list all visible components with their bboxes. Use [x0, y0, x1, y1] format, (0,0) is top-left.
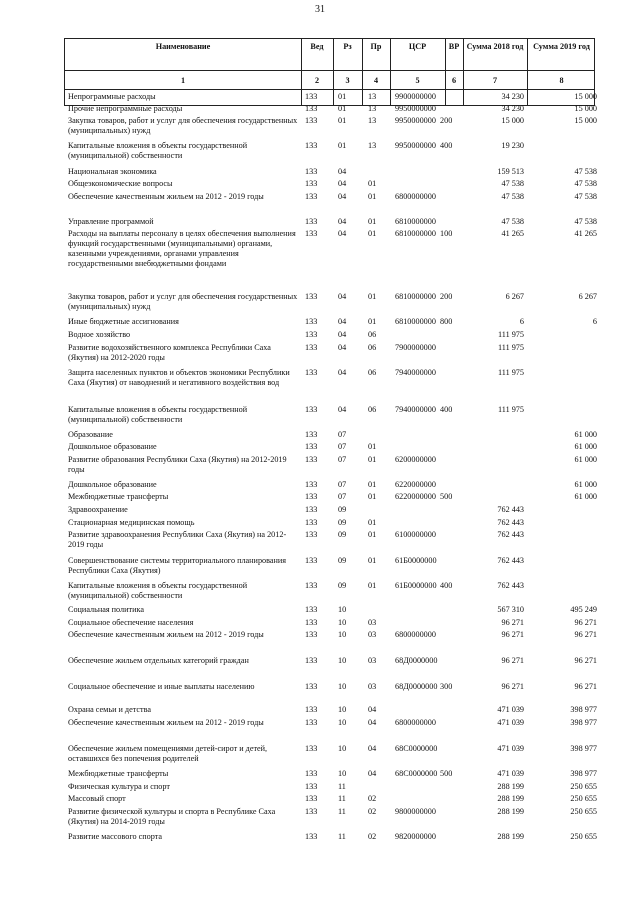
row-name: Общеэкономические вопросы [68, 179, 173, 188]
row-rz: 01 [338, 141, 347, 150]
row-sum-2019: 250 655 [570, 794, 597, 803]
page-number: 31 [315, 4, 325, 15]
row-vr: 200 [440, 116, 453, 125]
row-rz: 04 [338, 330, 347, 339]
row-csr: 9950000000 [395, 116, 436, 125]
row-sum-2018: 111 975 [497, 330, 524, 339]
row-name: Прочие непрограммные расходы [68, 104, 183, 113]
row-sum-2018: 96 271 [501, 630, 524, 639]
row-name: Развитие массового спорта [68, 832, 163, 841]
row-pr: 13 [368, 141, 377, 150]
row-pr: 13 [368, 116, 377, 125]
row-sum-2019: 15 000 [574, 116, 597, 125]
header-vr: ВР [448, 42, 460, 51]
row-pr: 01 [368, 179, 377, 188]
row-sum-2018: 159 513 [497, 167, 524, 176]
row-pr: 06 [368, 330, 377, 339]
row-rz: 04 [338, 405, 347, 414]
row-ved: 133 [305, 217, 318, 226]
row-name: Обеспечение качественным жильем на 2012 - 2019 годы [68, 192, 264, 201]
row-sum-2019: 61 000 [574, 430, 597, 439]
header-num-1: 1 [180, 76, 186, 85]
row-name: Развитие водохозяйственного комплекса Республики Саха (Якутия) на 2012-2020 годы [68, 343, 271, 362]
row-pr: 03 [368, 618, 377, 627]
row-csr: 6810000000 [395, 229, 436, 238]
row-ved: 133 [305, 368, 318, 377]
row-rz: 01 [338, 116, 347, 125]
row-name: Обеспечение жильем отдельных категорий граждан [68, 656, 249, 665]
row-csr: 9950000000 [395, 104, 436, 113]
row-name: Расходы на выплаты персоналу в целях обеспечения выполнения функций государственными (муниципальными) органами, казенными учреждениями, органами управления государственными внебюджетными фондами [68, 229, 296, 268]
row-ved: 133 [305, 167, 318, 176]
row-ved: 133 [305, 317, 318, 326]
row-ved: 133 [305, 556, 318, 565]
row-sum-2018: 47 538 [501, 192, 524, 201]
row-sum-2018: 34 230 [501, 104, 524, 113]
row-ved: 133 [305, 330, 318, 339]
row-ved: 133 [305, 518, 318, 527]
row-name: Управление программой [68, 217, 154, 226]
row-name: Обеспечение жильем помещениями детей-сирот и детей, оставшихся без попечения родителей [68, 744, 268, 763]
row-csr: 6800000000 [395, 630, 436, 639]
row-sum-2019: 398 977 [570, 718, 597, 727]
row-sum-2018: 47 538 [501, 179, 524, 188]
row-rz: 09 [338, 505, 347, 514]
row-csr: 7940000000 [395, 405, 436, 414]
row-vr: 300 [440, 682, 453, 691]
row-csr: 6220000000 [395, 480, 436, 489]
row-sum-2018: 96 271 [501, 682, 524, 691]
row-csr: 9820000000 [395, 832, 436, 841]
row-ved: 133 [305, 104, 318, 113]
header-num-6: 6 [451, 76, 457, 85]
row-rz: 11 [338, 794, 346, 803]
row-pr: 06 [368, 343, 377, 352]
row-rz: 10 [338, 656, 347, 665]
header-num-2: 2 [314, 76, 320, 85]
row-pr: 02 [368, 794, 377, 803]
row-ved: 133 [305, 782, 318, 791]
row-name: Социальное обеспечение и иные выплаты населению [68, 682, 255, 691]
row-pr: 01 [368, 317, 377, 326]
row-sum-2018: 96 271 [501, 618, 524, 627]
row-pr: 06 [368, 405, 377, 414]
row-name: Обеспечение качественным жильем на 2012 - 2019 годы [68, 630, 264, 639]
row-csr: 6800000000 [395, 192, 436, 201]
row-rz: 04 [338, 217, 347, 226]
row-rz: 04 [338, 229, 347, 238]
header-csr: ЦСР [408, 42, 427, 51]
row-csr: 68Д0000000 [395, 656, 438, 665]
row-csr: 68С0000000 [395, 744, 438, 753]
header-rz: Рз [343, 42, 352, 51]
row-rz: 04 [338, 368, 347, 377]
row-sum-2018: 111 975 [497, 368, 524, 377]
row-name: Обеспечение качественным жильем на 2012 - 2019 годы [68, 718, 264, 727]
row-ved: 133 [305, 405, 318, 414]
row-sum-2018: 15 000 [501, 116, 524, 125]
row-ved: 133 [305, 682, 318, 691]
row-ved: 133 [305, 618, 318, 627]
row-name: Массовый спорт [68, 794, 126, 803]
row-name: Межбюджетные трансферты [68, 769, 169, 778]
row-sum-2018: 471 039 [497, 769, 524, 778]
row-rz: 01 [338, 92, 347, 101]
header-num-4: 4 [373, 76, 379, 85]
header-pr: Пр [370, 42, 382, 51]
row-sum-2018: 471 039 [497, 744, 524, 753]
row-rz: 10 [338, 605, 347, 614]
row-csr: 9950000000 [395, 141, 436, 150]
row-pr: 04 [368, 705, 377, 714]
header-name: Наименование [155, 42, 211, 51]
row-sum-2019: 47 538 [574, 179, 597, 188]
row-sum-2018: 288 199 [497, 807, 524, 816]
row-name: Развитие здравоохранения Республики Саха (Якутия) на 2012-2019 годы [68, 530, 287, 549]
row-sum-2018: 762 443 [497, 505, 524, 514]
row-pr: 13 [368, 104, 377, 113]
row-vr: 500 [440, 492, 453, 501]
row-sum-2019: 398 977 [570, 705, 597, 714]
header-num-5: 5 [415, 76, 420, 85]
row-csr: 6810000000 [395, 317, 436, 326]
row-name: Капитальные вложения в объекты государственной (муниципальной) собственности [68, 405, 248, 424]
row-csr: 6800000000 [395, 718, 436, 727]
row-pr: 01 [368, 292, 377, 301]
row-name: Дошкольное образование [68, 442, 157, 451]
row-rz: 10 [338, 744, 347, 753]
row-sum-2019: 61 000 [574, 492, 597, 501]
row-rz: 10 [338, 705, 347, 714]
row-sum-2019: 6 [592, 317, 597, 326]
row-sum-2018: 288 199 [497, 782, 524, 791]
row-sum-2018: 41 265 [501, 229, 524, 238]
row-sum-2018: 762 443 [497, 556, 524, 565]
row-rz: 04 [338, 292, 347, 301]
row-vr: 800 [440, 317, 453, 326]
row-pr: 01 [368, 217, 377, 226]
row-sum-2019: 47 538 [574, 192, 597, 201]
row-rz: 09 [338, 581, 347, 590]
row-rz: 07 [338, 455, 347, 464]
row-sum-2018: 471 039 [497, 718, 524, 727]
row-name: Закупка товаров, работ и услуг для обеспечения государственных (муниципальных) нужд [68, 292, 298, 311]
row-name: Социальное обеспечение населения [68, 618, 194, 627]
header-num-8: 8 [559, 76, 564, 85]
row-name: Развитие физической культуры и спорта в Республике Саха (Якутия) на 2014-2019 годы [68, 807, 276, 826]
row-pr: 01 [368, 455, 377, 464]
row-rz: 07 [338, 480, 347, 489]
row-csr: 6220000000 [395, 492, 436, 501]
row-sum-2019: 495 249 [570, 605, 597, 614]
row-sum-2018: 762 443 [497, 530, 524, 539]
row-sum-2019: 61 000 [574, 442, 597, 451]
row-csr: 6810000000 [395, 217, 436, 226]
row-rz: 11 [338, 807, 346, 816]
row-sum-2019: 96 271 [574, 630, 597, 639]
row-rz: 04 [338, 343, 347, 352]
row-ved: 133 [305, 343, 318, 352]
row-pr: 03 [368, 656, 377, 665]
row-ved: 133 [305, 92, 318, 101]
row-rz: 07 [338, 442, 347, 451]
row-ved: 133 [305, 455, 318, 464]
header-num-3: 3 [345, 76, 350, 85]
row-ved: 133 [305, 656, 318, 665]
row-sum-2019: 61 000 [574, 455, 597, 464]
row-rz: 09 [338, 518, 347, 527]
row-ved: 133 [305, 769, 318, 778]
row-name: Совершенствование системы территориального планирования Республики Саха (Якутия) [68, 556, 287, 575]
row-ved: 133 [305, 832, 318, 841]
row-rz: 07 [338, 492, 347, 501]
row-ved: 133 [305, 480, 318, 489]
row-sum-2019: 398 977 [570, 744, 597, 753]
row-rz: 01 [338, 104, 347, 113]
header-num-7: 7 [492, 76, 498, 85]
row-pr: 01 [368, 556, 377, 565]
row-pr: 03 [368, 630, 377, 639]
row-sum-2018: 111 975 [497, 343, 524, 352]
row-rz: 04 [338, 192, 347, 201]
row-pr: 01 [368, 229, 377, 238]
row-vr: 200 [440, 292, 453, 301]
row-pr: 04 [368, 769, 377, 778]
row-sum-2018: 6 [519, 317, 524, 326]
row-name: Здравоохранение [68, 505, 128, 514]
row-csr: 6200000000 [395, 455, 436, 464]
row-ved: 133 [305, 442, 318, 451]
row-pr: 04 [368, 744, 377, 753]
row-pr: 02 [368, 807, 377, 816]
row-csr: 9900000000 [395, 92, 436, 101]
row-sum-2019: 47 538 [574, 217, 597, 226]
row-pr: 01 [368, 442, 377, 451]
row-pr: 01 [368, 581, 377, 590]
row-rz: 10 [338, 769, 347, 778]
row-name: Защита населенных пунктов и объектов экономики Республики Саха (Якутия) от наводнений и негативного воздействия вод [68, 368, 290, 387]
row-ved: 133 [305, 141, 318, 150]
row-sum-2018: 34 230 [501, 92, 524, 101]
row-sum-2019: 250 655 [570, 832, 597, 841]
row-rz: 09 [338, 556, 347, 565]
row-csr: 61Б0000000 [395, 556, 437, 565]
row-sum-2018: 762 443 [497, 581, 524, 590]
row-rz: 09 [338, 530, 347, 539]
row-name: Образование [68, 430, 113, 439]
row-sum-2019: 250 655 [570, 782, 597, 791]
row-pr: 01 [368, 518, 377, 527]
row-ved: 133 [305, 605, 318, 614]
row-vr: 400 [440, 405, 453, 414]
row-sum-2019: 15 000 [574, 104, 597, 113]
row-sum-2018: 6 267 [505, 292, 524, 301]
header-sum-2018: Сумма 2018 год [466, 42, 524, 51]
row-sum-2019: 15 000 [574, 92, 597, 101]
row-sum-2019: 96 271 [574, 682, 597, 691]
row-sum-2018: 19 230 [501, 141, 524, 150]
row-pr: 04 [368, 718, 377, 727]
row-name: Национальная экономика [68, 167, 157, 176]
row-ved: 133 [305, 505, 318, 514]
row-name: Капитальные вложения в объекты государственной (муниципальной) собственности [68, 581, 248, 600]
row-rz: 04 [338, 179, 347, 188]
row-ved: 133 [305, 292, 318, 301]
row-sum-2019: 250 655 [570, 807, 597, 816]
row-sum-2018: 471 039 [497, 705, 524, 714]
row-sum-2019: 96 271 [574, 618, 597, 627]
row-sum-2019: 398 977 [570, 769, 597, 778]
row-ved: 133 [305, 744, 318, 753]
row-ved: 133 [305, 581, 318, 590]
row-name: Дошкольное образование [68, 480, 157, 489]
row-name: Социальная политика [68, 605, 144, 614]
row-ved: 133 [305, 630, 318, 639]
row-name: Водное хозяйство [68, 330, 131, 339]
row-sum-2018: 567 310 [497, 605, 524, 614]
row-csr: 61Б0000000 [395, 581, 437, 590]
row-csr: 6100000000 [395, 530, 436, 539]
row-sum-2018: 288 199 [497, 794, 524, 803]
row-pr: 01 [368, 192, 377, 201]
row-csr: 9800000000 [395, 807, 436, 816]
row-name: Иные бюджетные ассигнования [68, 317, 179, 326]
row-pr: 13 [368, 92, 377, 101]
row-sum-2018: 47 538 [501, 217, 524, 226]
row-sum-2018: 96 271 [501, 656, 524, 665]
row-vr: 400 [440, 581, 453, 590]
row-rz: 07 [338, 430, 347, 439]
row-sum-2019: 61 000 [574, 480, 597, 489]
row-name: Непрограммные расходы [68, 92, 156, 101]
row-sum-2019: 47 538 [574, 167, 597, 176]
row-name: Закупка товаров, работ и услуг для обеспечения государственных (муниципальных) нужд [68, 116, 298, 135]
row-csr: 68Д0000000 [395, 682, 438, 691]
row-name: Физическая культура и спорт [68, 782, 170, 791]
row-ved: 133 [305, 430, 318, 439]
row-rz: 11 [338, 782, 346, 791]
row-rz: 10 [338, 630, 347, 639]
row-csr: 68С0000000 [395, 769, 438, 778]
row-csr: 6810000000 [395, 292, 436, 301]
row-sum-2019: 96 271 [574, 656, 597, 665]
row-ved: 133 [305, 705, 318, 714]
row-vr: 100 [440, 229, 453, 238]
row-sum-2019: 6 267 [578, 292, 597, 301]
row-rz: 10 [338, 682, 347, 691]
row-pr: 01 [368, 480, 377, 489]
row-name: Охрана семьи и детства [68, 705, 152, 714]
row-sum-2018: 111 975 [497, 405, 524, 414]
row-ved: 133 [305, 192, 318, 201]
row-rz: 10 [338, 718, 347, 727]
row-ved: 133 [305, 718, 318, 727]
row-sum-2019: 41 265 [574, 229, 597, 238]
row-rz: 11 [338, 832, 346, 841]
row-sum-2018: 288 199 [497, 832, 524, 841]
row-pr: 06 [368, 368, 377, 377]
row-pr: 01 [368, 492, 377, 501]
header-ved: Вед [310, 42, 324, 51]
row-ved: 133 [305, 229, 318, 238]
row-ved: 133 [305, 530, 318, 539]
row-pr: 03 [368, 682, 377, 691]
row-ved: 133 [305, 807, 318, 816]
row-name: Межбюджетные трансферты [68, 492, 169, 501]
row-name: Стационарная медицинская помощь [68, 518, 195, 527]
row-ved: 133 [305, 179, 318, 188]
row-name: Капитальные вложения в объекты государственной (муниципальной) собственности [68, 141, 248, 160]
row-name: Развитие образования Республики Саха (Якутия) на 2012-2019 годы [68, 455, 287, 474]
row-vr: 400 [440, 141, 453, 150]
row-sum-2018: 762 443 [497, 518, 524, 527]
row-csr: 7900000000 [395, 343, 436, 352]
row-pr: 02 [368, 832, 377, 841]
row-csr: 7940000000 [395, 368, 436, 377]
row-ved: 133 [305, 116, 318, 125]
row-ved: 133 [305, 794, 318, 803]
row-rz: 04 [338, 167, 347, 176]
row-vr: 500 [440, 769, 453, 778]
row-pr: 01 [368, 530, 377, 539]
row-ved: 133 [305, 492, 318, 501]
row-rz: 10 [338, 618, 347, 627]
header-sum-2019: Сумма 2019 год [533, 42, 590, 51]
row-rz: 04 [338, 317, 347, 326]
